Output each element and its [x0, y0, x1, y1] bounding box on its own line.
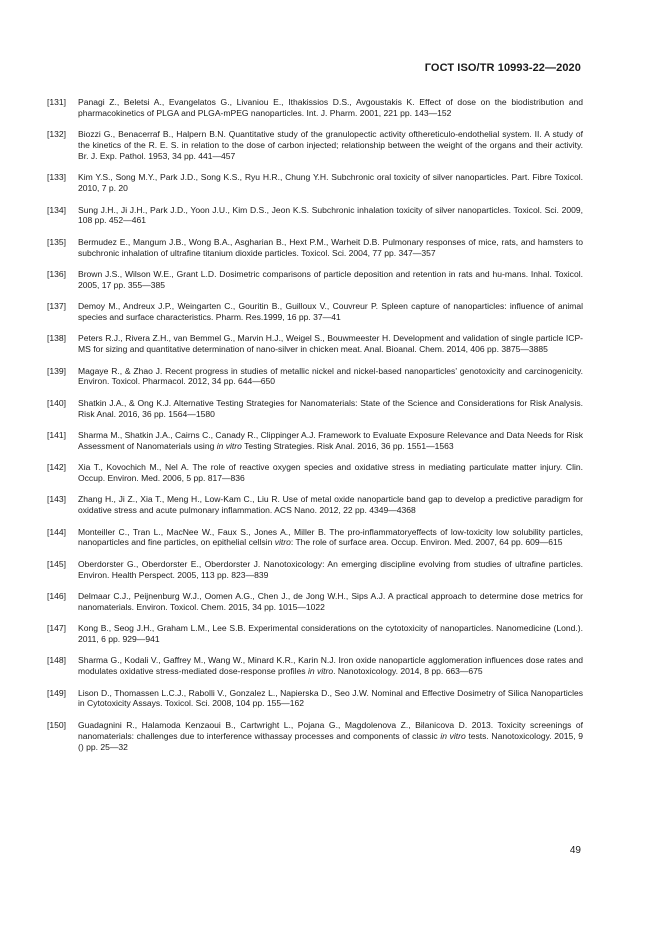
reference-text	[78, 720, 583, 753]
reference-text	[78, 172, 583, 194]
reference-text	[78, 591, 583, 613]
reference-number: [144]	[47, 526, 67, 537]
reference-number: [145]	[47, 558, 67, 569]
reference-text	[78, 333, 583, 355]
reference-italic-text: vitro	[274, 537, 291, 548]
reference-text	[78, 688, 583, 710]
reference-item	[47, 237, 583, 259]
reference-text	[78, 97, 583, 119]
reference-number: [133]	[47, 172, 67, 183]
reference-number: [135]	[47, 236, 67, 247]
reference-text-segment: Kong B., Seog J.H., Graham L.M., Lee S.B. Experimental considerations on the cytotoxicity of nanoparticles. Nanomedicine (Lond.). 2011, 6 pp. 929—941	[78, 623, 583, 645]
reference-item	[47, 688, 583, 710]
reference-item	[47, 559, 583, 581]
reference-text	[78, 623, 583, 645]
reference-item	[47, 172, 583, 194]
reference-number: [148]	[47, 655, 67, 666]
reference-item	[47, 97, 583, 119]
reference-item	[47, 366, 583, 388]
reference-item	[47, 398, 583, 420]
reference-item	[47, 301, 583, 323]
page-number: 49	[569, 845, 581, 856]
reference-number: [150]	[47, 719, 67, 730]
reference-text-segment: : The role of surface area. Occup. Environ. Med. 2007, 64 pp. 609—615	[290, 537, 563, 548]
reference-text-segment: Lison D., Thomassen L.C.J., Rabolli V., Gonzalez L., Napierska D., Seo J.W. Nominal and Effective Dosimetry of Silica Nanoparticles in Cytotoxicity Assays. Toxicol. Sci. 2008, 104 pp. 155—162	[78, 687, 583, 709]
reference-text-segment: Xia T., Kovochich M., Nel A. The role of reactive oxygen species and oxidative stress in mediating particulate matter injury. Clin. Occup. Environ. Med. 2006, 5 pp. 817—836	[78, 462, 583, 484]
reference-text	[78, 301, 583, 323]
reference-text	[78, 269, 583, 291]
reference-item	[47, 494, 583, 516]
reference-number: [149]	[47, 687, 67, 698]
reference-item	[47, 527, 583, 549]
reference-italic-text: in vitro	[440, 730, 466, 741]
reference-text-segment: Guadagnini R., Halamoda Kenzaoui B., Cartwright L., Pojana G., Magdolenova Z., Bilanicova D. 2013. Toxicity screenings of nanomaterials: challenges due to interference withassay processes and components of classic	[78, 719, 583, 741]
reference-item	[47, 333, 583, 355]
reference-number: [138]	[47, 333, 67, 344]
reference-text	[78, 494, 583, 516]
reference-text-segment: Sharma G., Kodali V., Gaffrey M., Wang W., Minard K.R., Karin N.J. Iron oxide nanoparticle agglomeration influences dose rates and modulates oxidative stress-mediated dose-response profiles	[78, 655, 583, 677]
reference-text-segment: Delmaar C.J., Peijnenburg W.J., Oomen A.G., Chen J., de Jong W.H., Sips A.J. A practical approach to determine dose metrics for nanomaterials. Environ. Toxicol. Chem. 2015, 34 pp. 1015—1022	[78, 590, 583, 612]
reference-text-segment: Peters R.J., Rivera Z.H., van Bemmel G., Marvin H.J., Weigel S., Bouwmeester H. Development and validation of single particle ICP-MS for sizing and quantitative determination of nano-silver in chicken meat. Anal. Bioanal. Chem. 2014, 406 pp. 3875—3885	[78, 333, 583, 355]
reference-item	[47, 462, 583, 484]
reference-text-segment: Shatkin J.A., & Ong K.J. Alternative Testing Strategies for Nanomaterials: State of the Science and Considerations for Risk Analysis. Risk Anal. 2016, 36 pp. 1564—1580	[78, 397, 583, 419]
reference-number: [131]	[47, 97, 67, 107]
reference-text-segment: Monteiller C., Tran L., MacNee W., Faux S., Jones A., Miller B. The pro-inflammatoryeffects of low-toxicity low solubility particles, nanoparticles and fine particles, on epithelial cellsin	[78, 526, 583, 548]
reference-list	[47, 97, 583, 763]
reference-number: [132]	[47, 129, 67, 140]
reference-number: [140]	[47, 397, 67, 408]
reference-text	[78, 462, 583, 484]
reference-text	[78, 237, 583, 259]
reference-text-segment: . Nanotoxicology. 2014, 8 pp. 663—675	[333, 666, 483, 677]
reference-text-segment: tests. Nanotoxicology. 2015, 9 () pp. 25—32	[78, 730, 583, 752]
reference-text-segment: Sharma M., Shatkin J.A., Cairns C., Canady R., Clippinger A.J. Framework to Evaluate Exposure Relevance and Data Needs for Risk Assessment of Nanomaterials using	[78, 429, 583, 451]
reference-text	[78, 527, 583, 549]
reference-text-segment: Brown J.S., Wilson W.E., Grant L.D. Dosimetric comparisons of particle deposition and retention in rats and hu-mans. Inhal. Toxicol. 2005, 17 pp. 355—385	[78, 268, 583, 290]
reference-text-segment: Kim Y.S., Song M.Y., Park J.D., Song K.S., Ryu H.R., Chung Y.H. Subchronic oral toxicity of silver nanoparticles. Part. Fibre Toxicol. 2010, 7 p. 20	[78, 172, 583, 194]
reference-text-segment: Panagi Z., Beletsi A., Evangelatos G., Livaniou E., Ithakissios D.S., Avgoustakis K. Effect of dose on the biodistribution and pharmacokinetics of PLGA and PLGA-mPEG nanoparticles. Int. J. Pharm. 2001, 221 pp. 143—152	[78, 97, 583, 118]
reference-text	[78, 129, 583, 162]
reference-text-segment: Bermudez E., Mangum J.B., Wong B.A., Asgharian B., Hext P.M., Warheit D.B. Pulmonary responses of mice, rats, and hamsters to subchronic inhalation of ultrafine titanium dioxide particles. Toxicol. Sci. 2004, 77 pp. 347—357	[78, 236, 583, 258]
reference-text	[78, 430, 583, 452]
reference-italic-text: in vitro	[307, 666, 334, 677]
reference-text-segment: Magaye R., & Zhao J. Recent progress in studies of metallic nickel and nickel-based nanoparticles' genotoxicity and carcinogenicity. Environ. Toxicol. Pharmacol. 2012, 34 pp. 644—650	[78, 365, 583, 387]
reference-number: [141]	[47, 429, 67, 440]
reference-item	[47, 591, 583, 613]
reference-number: [136]	[47, 268, 67, 279]
reference-item	[47, 623, 583, 645]
reference-item	[47, 720, 583, 753]
reference-text-segment: Demoy M., Andreux J.P., Weingarten C., Gouritin B., Guilloux V., Couvreur P. Spleen capture of nanoparticles: influence of animal species and surface characteristics. Pharm. Res.1999, 16 pp. 37—41	[78, 301, 583, 323]
reference-number: [143]	[47, 494, 67, 505]
reference-text-segment: Biozzi G., Benacerraf B., Halpern B.N. Quantitative study of the granulopectic activity ofthereticulo-endothelial system. II. A study of the kinetics of the R. E. S. in relation to the dose of carbon injected; relationship between the weight of the organs and their activity. Br. J. Exp. Pathol. 1953, 34 pp. 441—457	[78, 129, 583, 162]
reference-number: [134]	[47, 204, 67, 215]
reference-number: [137]	[47, 301, 67, 312]
reference-number: [142]	[47, 462, 67, 473]
reference-item	[47, 205, 583, 227]
reference-item	[47, 655, 583, 677]
document-header: ГОСТ ISO/TR 10993-22—2020	[424, 62, 581, 74]
reference-text-segment: Zhang H., Ji Z., Xia T., Meng H., Low-Kam C., Liu R. Use of metal oxide nanoparticle band gap to develop a predictive paradigm for oxidative stress and acute pulmonary inflammation. ACS Nano. 2012, 22 pp. 4349—4368	[78, 494, 583, 516]
reference-text	[78, 398, 583, 420]
reference-item	[47, 129, 583, 162]
reference-italic-text: in vitro	[216, 440, 242, 451]
reference-text	[78, 559, 583, 581]
reference-text-segment: Oberdorster G., Oberdorster E., Oberdorster J. Nanotoxicology: An emerging discipline evolving from studies of ultrafine particles. Environ. Health Perspect. 2005, 113 pp. 823—839	[78, 558, 583, 580]
reference-text-segment: Sung J.H., Ji J.H., Park J.D., Yoon J.U., Kim D.S., Jeon K.S. Subchronic inhalation toxicity of silver nanoparticles. Toxicol. Sci. 2009, 108 pp. 452—461	[78, 204, 583, 226]
reference-text	[78, 205, 583, 227]
reference-item	[47, 269, 583, 291]
reference-text	[78, 655, 583, 677]
reference-number: [146]	[47, 590, 67, 601]
reference-text-segment: Testing Strategies. Risk Anal. 2016, 36 pp. 1551—1563	[241, 440, 454, 451]
reference-item	[47, 430, 583, 452]
reference-number: [147]	[47, 623, 67, 634]
reference-number: [139]	[47, 365, 67, 376]
reference-text	[78, 366, 583, 388]
